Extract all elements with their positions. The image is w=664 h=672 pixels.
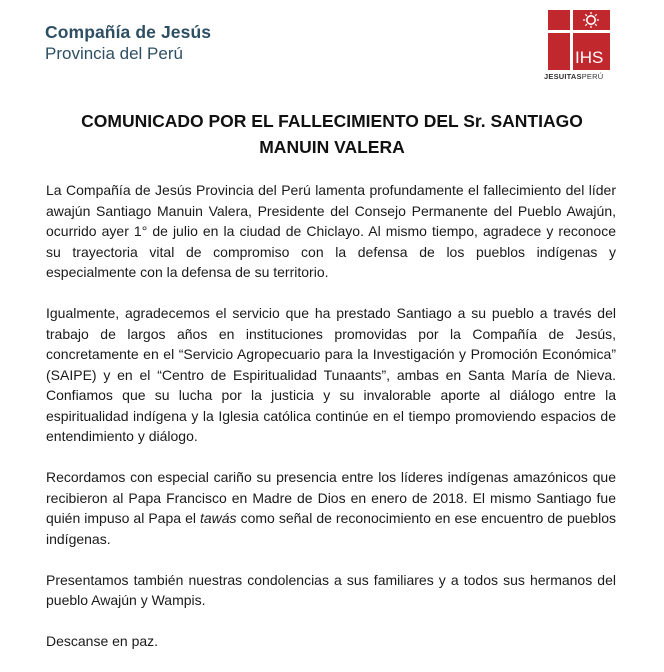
jesuitas-peru-logo bbox=[544, 10, 610, 82]
document-body bbox=[46, 180, 616, 672]
paragraph-1: La Compañía de Jesús Provincia del Perú lamenta profundamente el fallecimiento del líder awajún Santiago Manuin Valera, Presidente del Consejo Permanente del Pueblo Awajún, ocurrido ayer 1° de julio en la ciudad de Chiclayo. Al mismo tiempo, agradece y reconoce su trayectoria vital de compromiso con la defensa de los pueblos indígenas y especialmente con la defensa de su territorio. bbox=[46, 182, 616, 280]
paragraph-3-part-2: como señal de reconocimiento en ese encuentro de pueblos indígenas. bbox=[46, 510, 616, 547]
organization-name: Compañía de Jesús bbox=[45, 22, 212, 42]
paragraph-3-part-1: Recordamos con especial cariño su presencia entre los líderes indígenas amazónicos que recibieron al Papa Francisco en Madre de Dios en enero de 2018. El mismo Santiago fue quién impuso al Papa el bbox=[46, 469, 616, 526]
title-line-2: MANUIN VALERA bbox=[259, 137, 405, 157]
ihs-cross-icon bbox=[548, 10, 610, 70]
organization-province: Provincia del Perú bbox=[45, 44, 183, 63]
paragraph-2: Igualmente, agradecemos el servicio que ha prestado Santiago a su pueblo a través del trabajo de largos años en instituciones promovidas por la Compañía de Jesús, concretamente en el “Servicio Agropecuario para la Investigación y Promoción Económica” (SAIPE) y en el “Centro de Espiritualidad Tunaants”, ambas en Santa María de Nieva. Confiamos que su lucha por la justicia y su invalorable aporte al diálogo entre la espiritualidad indígena y la Iglesia católica continúe en el tiempo promoviendo espacios de entendimiento y diálogo. bbox=[46, 305, 616, 444]
logo-caption-light: PERÚ bbox=[581, 72, 604, 81]
letterhead bbox=[0, 0, 664, 100]
logo-ihs-text: IHS bbox=[575, 48, 604, 67]
organization-name-block bbox=[45, 22, 211, 64]
logo-caption bbox=[544, 72, 616, 81]
paragraph-3 bbox=[46, 467, 616, 549]
paragraph-3-italic-word: tawás bbox=[199, 510, 237, 526]
document-title bbox=[30, 108, 634, 160]
paragraph-4: Presentamos también nuestras condolencias a sus familiares y a todos sus hermanos del pueblo Awajún y Wampis. bbox=[46, 571, 616, 608]
logo-caption-bold: JESUITAS bbox=[544, 72, 582, 81]
paragraph-5: Descanse en paz. bbox=[46, 633, 159, 649]
title-line-1: COMUNICADO POR EL FALLECIMIENTO DEL Sr. SANTIAGO bbox=[81, 111, 583, 131]
